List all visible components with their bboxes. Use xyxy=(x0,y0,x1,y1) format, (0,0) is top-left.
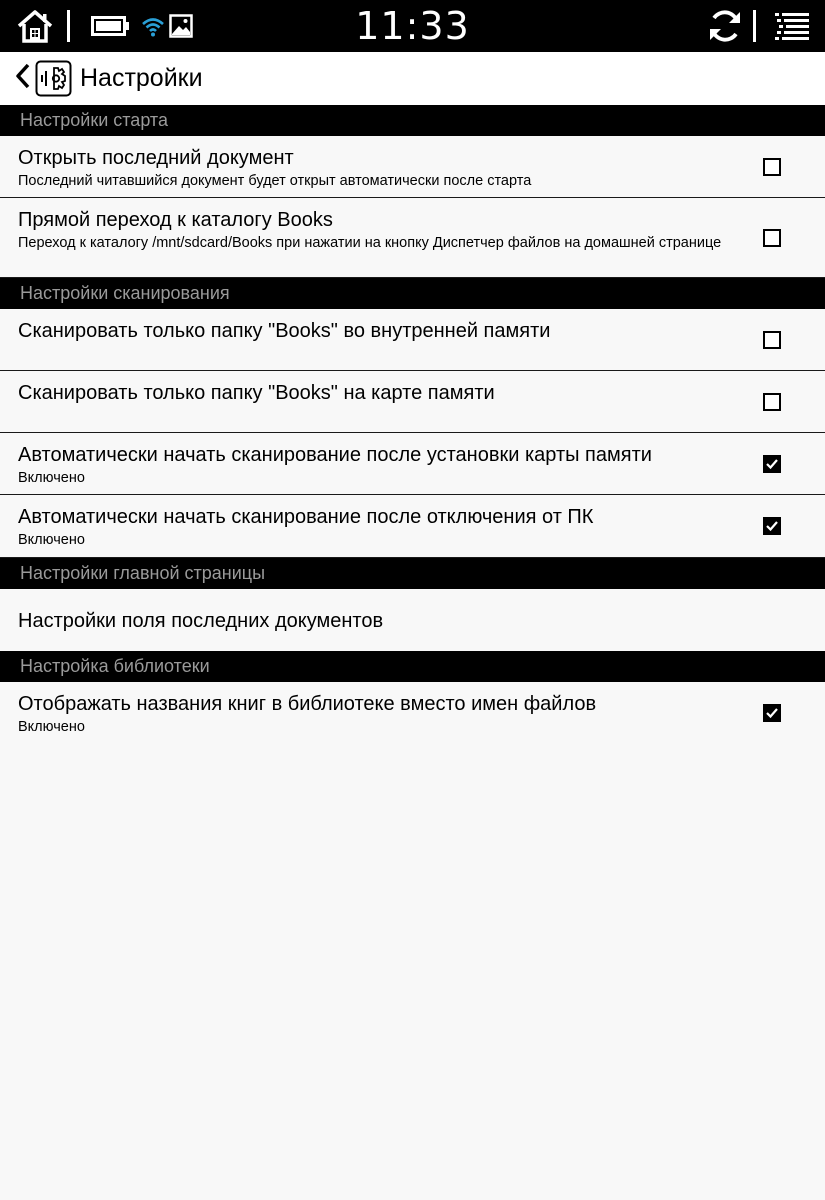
section-header-library: Настройка библиотеки xyxy=(0,651,825,682)
scan-card-books-checkbox[interactable] xyxy=(763,393,781,411)
setting-subtitle: Включено xyxy=(18,532,85,548)
checkmark-icon xyxy=(765,706,779,720)
checkmark-icon xyxy=(765,519,779,533)
setting-row-recent-docs-field[interactable] xyxy=(0,589,825,651)
scan-internal-books-checkbox[interactable] xyxy=(763,331,781,349)
status-divider xyxy=(753,10,756,42)
sync-icon[interactable] xyxy=(707,0,743,52)
status-bar xyxy=(0,0,825,52)
setting-row-books-catalog[interactable] xyxy=(0,198,825,278)
setting-title: Отображать названия книг в библиотеке вместо имен файлов xyxy=(18,693,597,715)
setting-title: Прямой переход к каталогу Books xyxy=(18,209,333,231)
setting-row-scan-internal-books[interactable] xyxy=(0,309,825,371)
section-header-main-page: Настройки главной страницы xyxy=(0,558,825,589)
setting-title: Сканировать только папку "Books" во внутренней памяти xyxy=(18,320,551,342)
setting-row-auto-scan-pc[interactable] xyxy=(0,495,825,558)
back-chevron-icon xyxy=(14,62,32,95)
setting-title: Открыть последний документ xyxy=(18,147,294,169)
settings-app-icon xyxy=(35,60,72,97)
setting-row-auto-scan-card[interactable] xyxy=(0,433,825,495)
setting-title: Сканировать только папку "Books" на карте памяти xyxy=(18,382,495,404)
setting-subtitle: Включено xyxy=(18,719,85,735)
page-title: Настройки xyxy=(80,64,203,92)
menu-list-icon[interactable] xyxy=(775,0,809,52)
auto-scan-card-checkbox[interactable] xyxy=(763,455,781,473)
setting-subtitle: Переход к каталогу /mnt/sdcard/Books при нажатии на кнопку Диспетчер файлов на домашней странице xyxy=(18,235,722,251)
section-header-start: Настройки старта xyxy=(0,105,825,136)
setting-title: Настройки поля последних документов xyxy=(18,610,384,632)
setting-title: Автоматически начать сканирование после отключения от ПК xyxy=(18,506,594,528)
setting-title: Автоматически начать сканирование после установки карты памяти xyxy=(18,444,652,466)
title-bar xyxy=(0,52,825,105)
setting-row-show-book-titles[interactable] xyxy=(0,682,825,744)
setting-row-open-last-document[interactable] xyxy=(0,136,825,198)
setting-subtitle: Последний читавшийся документ будет открыт автоматически после старта xyxy=(18,173,532,189)
section-header-scanning: Настройки сканирования xyxy=(0,278,825,309)
auto-scan-pc-checkbox[interactable] xyxy=(763,517,781,535)
checkmark-icon xyxy=(765,457,779,471)
setting-row-scan-card-books[interactable] xyxy=(0,371,825,433)
back-button[interactable] xyxy=(0,52,72,105)
clock: 11:33 xyxy=(355,4,470,48)
show-book-titles-checkbox[interactable] xyxy=(763,704,781,722)
open-last-document-checkbox[interactable] xyxy=(763,158,781,176)
books-catalog-checkbox[interactable] xyxy=(763,229,781,247)
setting-subtitle: Включено xyxy=(18,470,85,486)
